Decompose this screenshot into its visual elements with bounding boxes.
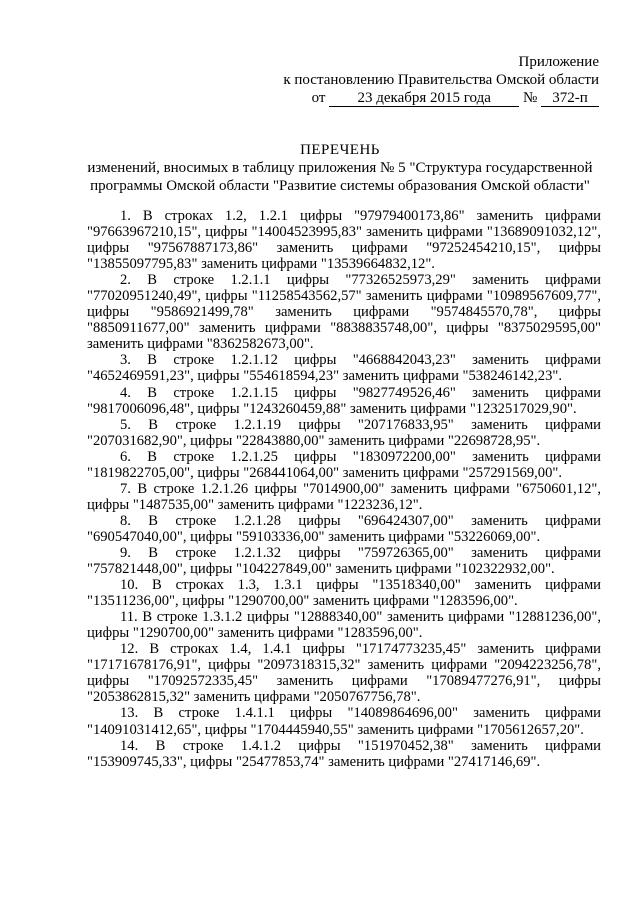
change-item: 14. В строке 1.4.1.2 цифры "151970452,38" заменить цифрами "153909745,33", цифры "25477853,74" заменить цифрами "27417146,69". — [87, 737, 601, 770]
change-item: 7. В строке 1.2.1.26 цифры "7014900,00" заменить цифрами "6750601,12", цифры "1487535,00" заменить цифрами "1223236,12". — [87, 480, 601, 513]
resolution-date-number — [312, 89, 599, 107]
changes-list — [87, 208, 601, 770]
change-item: 11. В строке 1.3.1.2 цифры "12888340,00" заменить цифрами "12881236,00", цифры "1290700,00" заменить цифрами "1283596,00". — [87, 609, 601, 642]
number-label: № — [522, 90, 538, 106]
document-title: ПЕРЕЧЕНЬ — [300, 142, 380, 158]
change-item: 4. В строке 1.2.1.15 цифры "9827749526,46" заменить цифрами "9817006096,48", цифры "1243260459,88" заменить цифрами "1232517029,90". — [87, 384, 601, 417]
resolution-date: 23 декабря 2015 года — [329, 91, 519, 107]
change-item: 10. В строках 1.3, 1.3.1 цифры "13518340,00" заменить цифрами "13511236,00", цифры "1290700,00" заменить цифрами "1283596,00". — [87, 577, 601, 610]
change-item: 2. В строке 1.2.1.1 цифры "77326525973,29" заменить цифрами "77020951240,49", цифры "11258543562,57" заменить цифрами "10989567609,77", цифры "9586921499,78" заменить цифрами "9574845570,78", цифры "8850911677,00" заменить цифрами "8838835748,00", цифры "8375029595,00" заменить цифрами "8362582673,00". — [87, 272, 601, 353]
change-item: 3. В строке 1.2.1.12 цифры "4668842043,23" заменить цифрами "4652469591,23", цифры "554618594,23" заменить цифрами "538246142,23". — [87, 352, 601, 385]
change-item: 8. В строке 1.2.1.28 цифры "696424307,00" заменить цифрами "690547040,00", цифры "59103336,00" заменить цифрами "53226069,00". — [87, 512, 601, 545]
appendix-label: Приложение — [518, 54, 599, 70]
change-item: 5. В строке 1.2.1.19 цифры "207176833,95" заменить цифрами "207031682,90", цифры "22843880,00" заменить цифрами "22698728,95". — [87, 416, 601, 449]
from-label: от — [311, 90, 326, 106]
change-item: 6. В строке 1.2.1.25 цифры "1830972200,00" заменить цифрами "1819822705,00", цифры "268441064,00" заменить цифрами "257291569,00". — [87, 448, 601, 481]
change-item: 1. В строках 1.2, 1.2.1 цифры "97979400173,86" заменить цифрами "97663967210,15", цифры "14004523995,83" заменить цифрами "13689091032,12", цифры "97567887173,86" заменить цифрами "97252454210,15", цифры "13855097795,83" заменить цифрами "13539664832,12". — [87, 208, 601, 273]
resolution-reference: к постановлению Правительства Омской области — [283, 72, 599, 88]
resolution-number: 372-п — [541, 91, 599, 107]
change-item: 13. В строке 1.4.1.1 цифры "14089864696,00" заменить цифрами "14091031412,65", цифры "1704445940,55" заменить цифрами "1705612657,20". — [87, 705, 601, 738]
change-item: 9. В строке 1.2.1.32 цифры "759726365,00" заменить цифрами "757821448,00", цифры "104227849,00" заменить цифрами "102322932,00". — [87, 544, 601, 578]
document-subtitle-line1: изменений, вносимых в таблицу приложения № 5 "Структура государственной — [87, 160, 593, 176]
document-subtitle-line2: программы Омской области "Развитие системы образования Омской области" — [90, 178, 590, 194]
change-item: 12. В строках 1.4, 1.4.1 цифры "17174773235,45" заменить цифрами "17171678176,91", цифры "2097318315,32" заменить цифрами "2094223256,78", цифры "17092572335,45" заменить цифрами "17089477276,91", цифры "2053862815,32" заменить цифрами "2050767756,78". — [87, 641, 601, 706]
